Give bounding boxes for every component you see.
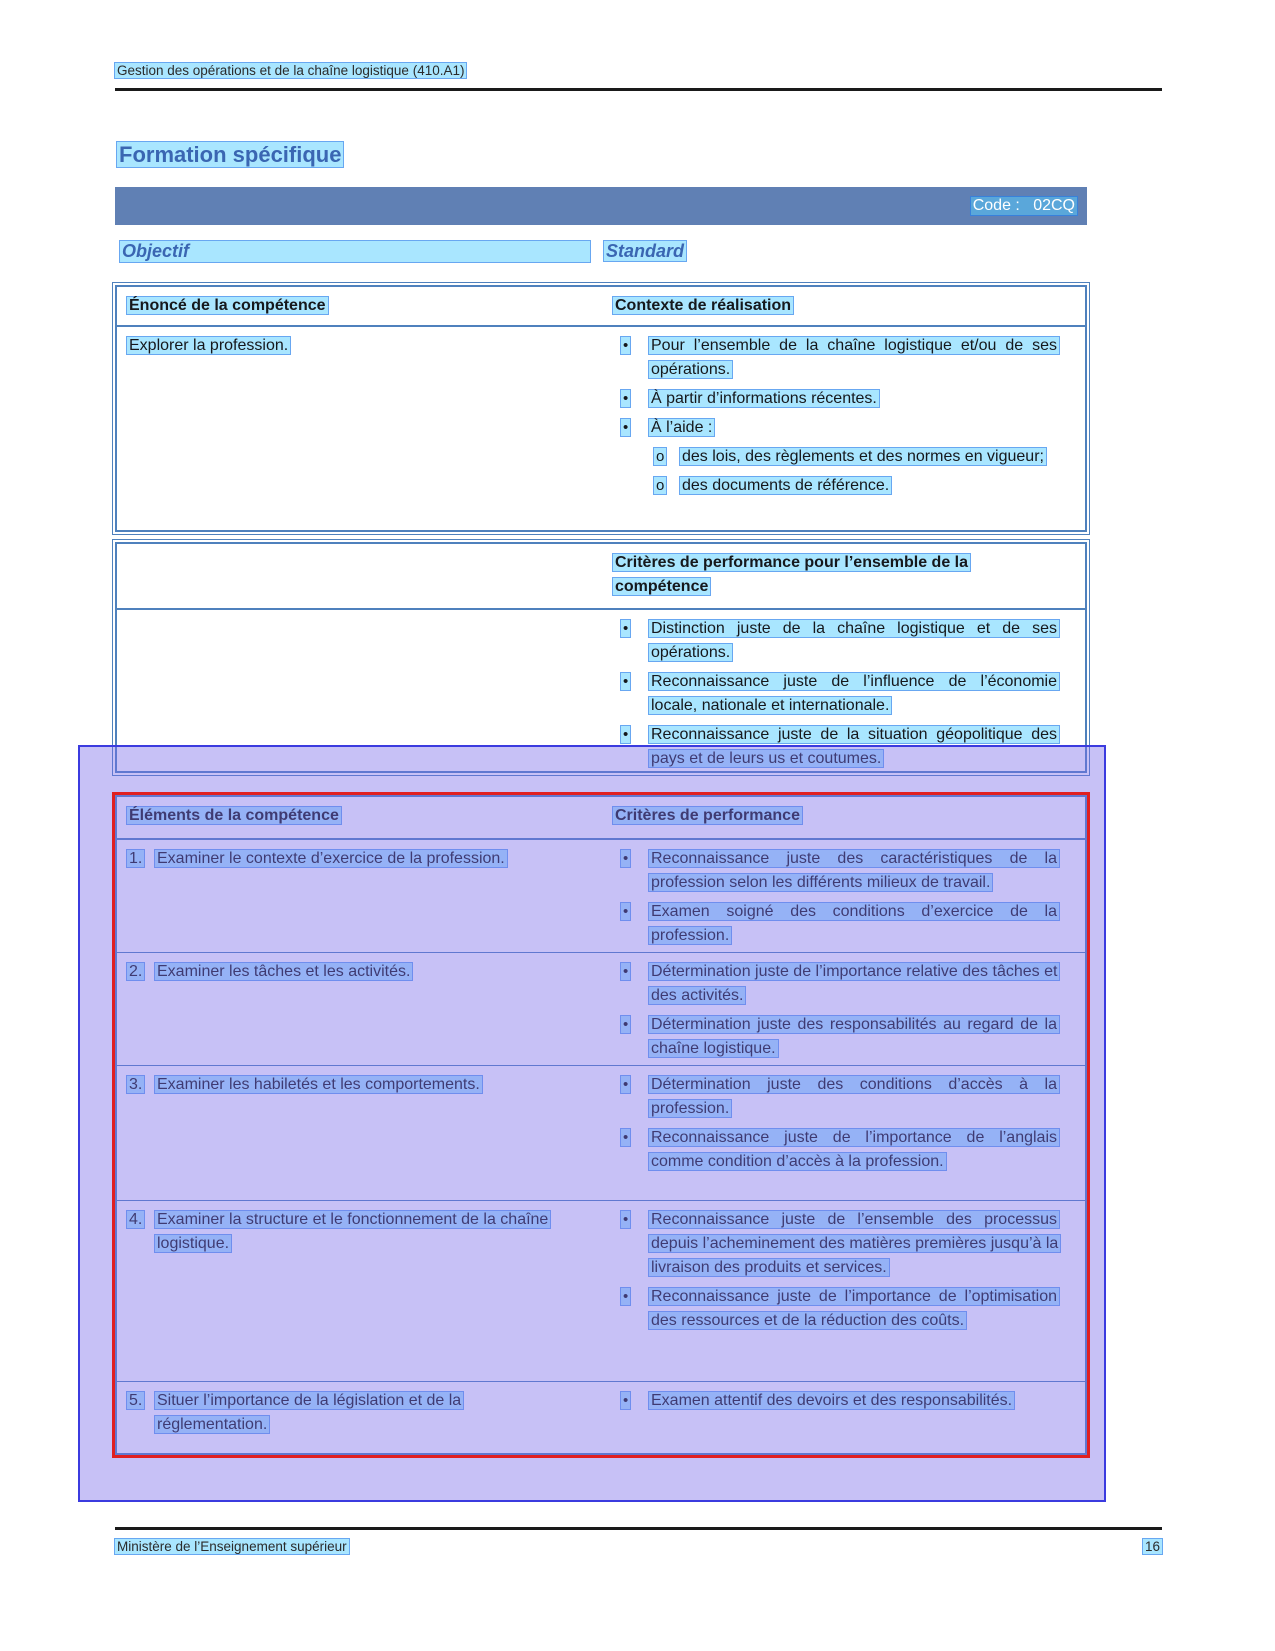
list-item — [613, 1285, 1059, 1333]
criteria-header-cell — [609, 797, 1085, 838]
bullet-icon: • — [623, 726, 629, 743]
bullet-text: Reconnaissance juste de l’influence de l’économie locale, nationale et internationale. — [651, 673, 1057, 714]
bullet-cell — [613, 960, 649, 1008]
bullet-text: Reconnaissance juste de la situation géopolitique des pays et de leurs us et coutumes. — [651, 726, 1057, 767]
list-item — [613, 1073, 1059, 1121]
criteria-cell — [609, 840, 1085, 953]
element-text-wrap — [155, 1073, 482, 1097]
bullet-icon: • — [623, 850, 629, 867]
table-row — [117, 1201, 1085, 1382]
list-item — [613, 1013, 1059, 1061]
page-number — [1118, 1538, 1162, 1556]
bullet-text-wrap — [649, 847, 1059, 895]
list-item — [613, 723, 1059, 771]
bullet-text-wrap — [649, 1389, 1059, 1413]
bullet-text-wrap — [649, 617, 1059, 665]
element-number — [127, 960, 155, 984]
bullet-text-wrap — [649, 1208, 1059, 1280]
bullet-cell — [613, 1126, 649, 1174]
performance-header-cell — [609, 544, 1085, 608]
list-item — [613, 1389, 1059, 1413]
bullet-text-wrap — [680, 445, 1059, 469]
element-wrap — [127, 1208, 599, 1256]
bullet-cell — [613, 670, 649, 718]
list-item — [613, 670, 1059, 718]
performance-right-header: Critères de performance pour l’ensemble de la compétence — [615, 554, 969, 595]
element-number-text: 4. — [129, 1211, 143, 1228]
performance-header-wrap — [613, 551, 1043, 599]
bullet-cell — [613, 416, 649, 440]
criteria-cell — [609, 1201, 1085, 1381]
bullet-icon: • — [623, 419, 629, 436]
element-text-wrap — [155, 1389, 557, 1437]
bullet-text-wrap — [649, 670, 1059, 718]
bullet-text-wrap — [649, 900, 1059, 948]
sub-list-item — [652, 445, 1059, 469]
element-text: Examiner les tâches et les activités. — [157, 963, 411, 980]
bullet-cell — [652, 474, 680, 498]
element-cell — [117, 840, 609, 953]
element-text: Situer l’importance de la législation et de la réglementation. — [157, 1392, 462, 1433]
criterion-text: Examen soigné des conditions d’exercice de la profession. — [651, 903, 1057, 944]
element-number-text: 2. — [129, 963, 143, 980]
element-text: Examiner le contexte d’exercice de la profession. — [157, 850, 505, 867]
performance-table — [115, 542, 1087, 773]
table-row — [117, 1382, 1085, 1444]
table-row — [117, 840, 1085, 953]
element-wrap — [127, 960, 599, 984]
element-cell — [117, 1382, 609, 1444]
bullet-icon: • — [623, 620, 629, 637]
elements-right-header: Critères de performance — [615, 807, 800, 824]
bullet-text-wrap — [649, 387, 1059, 411]
competence-statement: Explorer la profession. — [129, 337, 289, 354]
header-rule — [115, 88, 1162, 91]
section-title — [117, 142, 343, 168]
criterion-text: Examen attentif des devoirs et des responsabilités. — [651, 1392, 1013, 1409]
section-title-text: Formation spécifique — [119, 142, 342, 167]
criteria-cell — [609, 1382, 1085, 1444]
element-text-wrap — [155, 960, 412, 984]
bullet-text-wrap — [649, 334, 1059, 382]
list-item — [613, 900, 1059, 948]
element-cell — [117, 1201, 609, 1381]
bullet-text-wrap — [649, 960, 1059, 1008]
sub-bullet-text: des lois, des règlements et des normes en vigueur; — [682, 448, 1044, 465]
bullet-cell — [613, 387, 649, 411]
list-item — [613, 617, 1059, 665]
element-cell — [117, 1066, 609, 1200]
element-wrap — [127, 1073, 599, 1097]
table-row — [117, 1066, 1085, 1201]
code-banner — [115, 187, 1087, 225]
bullet-cell — [613, 723, 649, 771]
bullet-icon: • — [623, 1076, 629, 1093]
empty-header-cell — [117, 544, 609, 608]
bullet-cell — [613, 1389, 649, 1413]
list-item — [613, 334, 1059, 382]
list-item — [613, 1208, 1059, 1280]
element-wrap — [127, 847, 599, 871]
context-header-cell — [609, 287, 1085, 325]
performance-table-header-row — [117, 544, 1085, 610]
bullet-cell — [613, 617, 649, 665]
column-headings — [120, 241, 1080, 262]
running-header-title: Gestion des opérations et de la chaîne logistique (410.A1) — [117, 63, 465, 78]
bullet-icon: • — [623, 1129, 629, 1146]
bullet-text: Pour l’ensemble de la chaîne logistique et/ou de ses opérations. — [651, 337, 1057, 378]
list-item — [613, 847, 1059, 895]
bullet-icon: • — [623, 1392, 629, 1409]
criterion-text: Reconnaissance juste de l’ensemble des processus depuis l’acheminement des matières premières jusqu’à la livraison des produits et services. — [651, 1211, 1059, 1276]
element-text: Examiner la structure et le fonctionnement de la chaîne logistique. — [157, 1211, 549, 1252]
elements-table-header-row — [117, 797, 1085, 840]
list-item — [613, 960, 1059, 1008]
element-number-text: 3. — [129, 1076, 143, 1093]
criterion-text: Détermination juste de l’importance relative des tâches et des activités. — [651, 963, 1058, 1004]
objectif-heading: Objectif — [120, 241, 590, 262]
bullet-icon: • — [623, 673, 629, 690]
element-cell — [117, 953, 609, 1066]
competence-table-body-row — [117, 327, 1085, 510]
elements-table — [115, 795, 1087, 1455]
bullet-text-wrap — [680, 474, 1059, 498]
competence-header-cell — [117, 287, 609, 325]
criterion-text: Reconnaissance juste des caractéristiques de la profession selon les différents milieux de travail. — [651, 850, 1057, 891]
bullet-text-wrap — [649, 723, 1059, 771]
bullet-text-wrap — [649, 1126, 1059, 1174]
sub-list-item — [652, 474, 1059, 498]
standard-heading: Standard — [606, 241, 685, 261]
bullet-text-wrap — [649, 1013, 1059, 1061]
running-header — [115, 62, 466, 80]
bullet-cell — [613, 334, 649, 382]
bullet-icon: • — [623, 390, 629, 407]
page-number-text: 16 — [1144, 1539, 1160, 1554]
elements-left-header: Éléments de la compétence — [129, 807, 339, 824]
bullet-icon: • — [623, 903, 629, 920]
criterion-text: Reconnaissance juste de l’importance de l’anglais comme condition d’accès à la profession. — [651, 1129, 1057, 1170]
criteria-cell — [609, 1066, 1085, 1200]
bullet-text: À l’aide : — [651, 419, 713, 436]
list-item — [613, 416, 1059, 440]
sub-bullet-icon: o — [656, 477, 665, 494]
competence-table — [115, 285, 1087, 532]
element-number — [127, 1208, 155, 1256]
bullet-cell — [652, 445, 680, 469]
bullet-icon: • — [623, 963, 629, 980]
bullet-cell — [613, 1073, 649, 1121]
sub-bullet-text: des documents de référence. — [682, 477, 890, 494]
elements-header-cell — [117, 797, 609, 838]
competence-left-header: Énoncé de la compétence — [129, 297, 326, 314]
competence-statement-cell — [117, 327, 609, 510]
competence-right-header: Contexte de réalisation — [615, 297, 792, 314]
context-bullets-cell — [609, 327, 1085, 510]
bullet-cell — [613, 1285, 649, 1333]
element-wrap — [127, 1389, 599, 1437]
bullet-text: À partir d’informations récentes. — [651, 390, 877, 407]
list-item — [613, 1126, 1059, 1174]
bullet-text: Distinction juste de la chaîne logistique et de ses opérations. — [651, 620, 1057, 661]
criterion-text: Détermination juste des responsabilités au regard de la chaîne logistique. — [651, 1016, 1057, 1057]
element-text-wrap — [155, 847, 507, 871]
competence-table-header-row — [117, 287, 1085, 327]
table-row — [117, 953, 1085, 1066]
running-footer — [115, 1538, 349, 1556]
sub-bullet-icon: o — [656, 448, 665, 465]
element-text: Examiner les habiletés et les comportements. — [157, 1076, 480, 1093]
element-number — [127, 1073, 155, 1097]
footer-ministry: Ministère de l’Enseignement supérieur — [117, 1539, 347, 1554]
bullet-text-wrap — [649, 1285, 1059, 1333]
footer-rule — [115, 1527, 1162, 1530]
element-number-text: 1. — [129, 850, 143, 867]
element-number — [127, 1389, 155, 1437]
performance-table-body-row — [117, 610, 1085, 783]
bullet-cell — [613, 900, 649, 948]
bullet-cell — [613, 847, 649, 895]
bullet-cell — [613, 1208, 649, 1280]
element-number — [127, 847, 155, 871]
empty-body-cell — [117, 610, 609, 783]
criteria-cell — [609, 953, 1085, 1066]
bullet-icon: • — [623, 1016, 629, 1033]
bullet-cell — [613, 1013, 649, 1061]
list-item — [613, 387, 1059, 411]
element-number-text: 5. — [129, 1392, 143, 1409]
bullet-text-wrap — [649, 1073, 1059, 1121]
criterion-text: Reconnaissance juste de l’importance de l’optimisation des ressources et de la réduction des coûts. — [651, 1288, 1057, 1329]
bullet-text-wrap — [649, 416, 1059, 440]
bullet-icon: • — [623, 337, 629, 354]
element-text-wrap — [155, 1208, 557, 1256]
bullet-icon: • — [623, 1288, 629, 1305]
code-label: Code : 02CQ — [972, 197, 1075, 214]
performance-bullets-cell — [609, 610, 1085, 783]
criterion-text: Détermination juste des conditions d’accès à la profession. — [651, 1076, 1057, 1117]
bullet-icon: • — [623, 1211, 629, 1228]
